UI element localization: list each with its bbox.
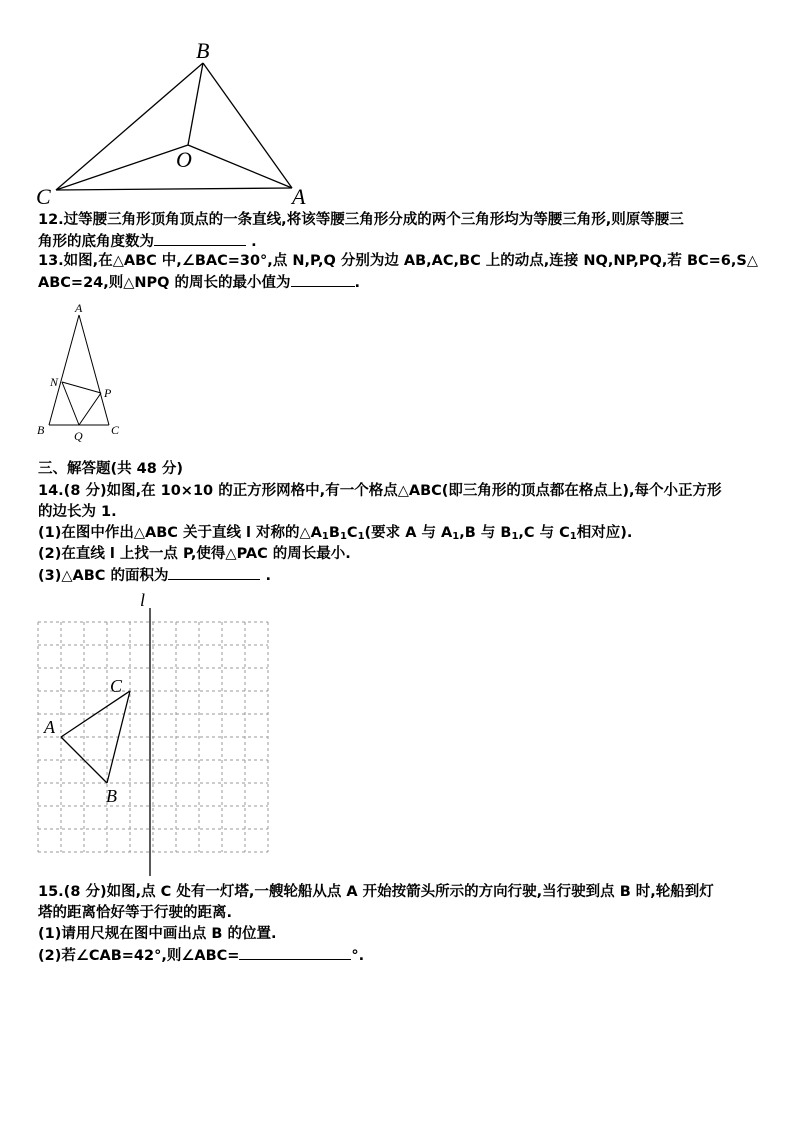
q12-answer-blank[interactable] <box>154 231 246 246</box>
q12-period: . <box>251 234 257 250</box>
sub-1: 1 <box>321 531 329 542</box>
section-heading: 三、解答题(共 48 分) <box>38 461 184 477</box>
segment-oc <box>56 145 188 190</box>
q13-answer-blank[interactable] <box>291 272 355 287</box>
q15-p2-suffix: °. <box>351 948 365 964</box>
q15-part2 <box>38 945 768 966</box>
grid-lines <box>38 622 268 852</box>
q15-p2-text: (2)若∠CAB=42°,则∠ABC= <box>38 948 240 964</box>
q14-answer-blank[interactable] <box>168 565 260 580</box>
q14-line2: 的边长为 1. <box>38 504 117 520</box>
sub-3: 1 <box>357 531 365 542</box>
label-l: l <box>140 590 146 610</box>
label-c2: C <box>111 423 120 437</box>
label-a2: A <box>75 301 83 315</box>
q12-line2 <box>38 231 768 252</box>
q12-text: 角形的底角度数为 <box>38 234 154 250</box>
segment-np <box>62 382 101 393</box>
q13-period: . <box>354 275 361 291</box>
q15-part1: (1)请用尺规在图中画出点 B 的位置. <box>38 926 277 942</box>
q13-line2 <box>38 272 768 293</box>
figure-triangle-npq <box>30 300 140 445</box>
q14-p3-text: (3)△ABC 的面积为 <box>38 568 169 584</box>
label-a3: A <box>44 717 55 737</box>
label-a: A <box>292 184 306 209</box>
segment-nq <box>62 382 79 425</box>
label-b3: B <box>106 786 117 806</box>
q14-p1-text-f: ,C 与 C <box>518 525 570 541</box>
q14-p1-text-d: (要求 A 与 A <box>364 525 453 541</box>
segment-ca <box>56 188 292 190</box>
q13-text: ABC=24,则△NPQ 的周长的最小值为 <box>38 275 291 291</box>
figure-triangle-abo <box>30 30 330 210</box>
label-c: C <box>36 184 51 209</box>
q14-part2: (2)在直线 l 上找一点 P,使得△PAC 的周长最小. <box>38 546 351 562</box>
q12-line1: 12.过等腰三角形顶角顶点的一条直线,将该等腰三角形分成的两个三角形均为等腰三角形,则原等腰三 <box>38 212 684 228</box>
label-q: Q <box>74 429 83 443</box>
segment-ac <box>79 315 109 425</box>
q14-line1: 14.(8 分)如图,在 10×10 的正方形网格中,有一个格点△ABC(即三角形的顶点都在格点上),每个小正方形 <box>38 483 722 499</box>
label-b2: B <box>37 423 45 437</box>
label-p: P <box>104 386 112 400</box>
figure-grid <box>30 588 280 880</box>
segment-ab <box>49 315 79 425</box>
label-n: N <box>50 375 59 389</box>
q14-part3 <box>38 565 768 586</box>
q14-p1-text-g: 相对应). <box>576 525 633 541</box>
label-b: B <box>196 38 210 63</box>
sub-4: 1 <box>452 531 460 542</box>
segment-pq <box>79 393 101 425</box>
q14-p1-text-b: B <box>328 525 340 541</box>
label-c3: C <box>110 676 123 696</box>
q15-line2: 塔的距离恰好等于行驶的距离. <box>38 905 233 921</box>
q14-p1-text-e: ,B 与 B <box>459 525 512 541</box>
label-o: O <box>176 147 192 172</box>
q14-p1-text-c: C <box>346 525 358 541</box>
sub-2: 1 <box>339 531 347 542</box>
q15-answer-blank[interactable] <box>239 945 351 960</box>
sub-6: 1 <box>569 531 577 542</box>
sub-5: 1 <box>511 531 519 542</box>
q14-p1-text-a: (1)在图中作出△ABC 关于直线 l 对称的△A <box>38 525 322 541</box>
segment-ob <box>188 63 203 145</box>
q14-p3-period: . <box>265 568 272 584</box>
q15-line1: 15.(8 分)如图,点 C 处有一灯塔,一艘轮船从点 A 开始按箭头所示的方向行驶,当行驶到点 B 时,轮船到灯 <box>38 884 714 900</box>
q13-line1: 13.如图,在△ABC 中,∠BAC=30°,点 N,P,Q 分别为边 AB,AC,BC 上的动点,连接 NQ,NP,PQ,若 BC=6,S△ <box>38 253 758 269</box>
